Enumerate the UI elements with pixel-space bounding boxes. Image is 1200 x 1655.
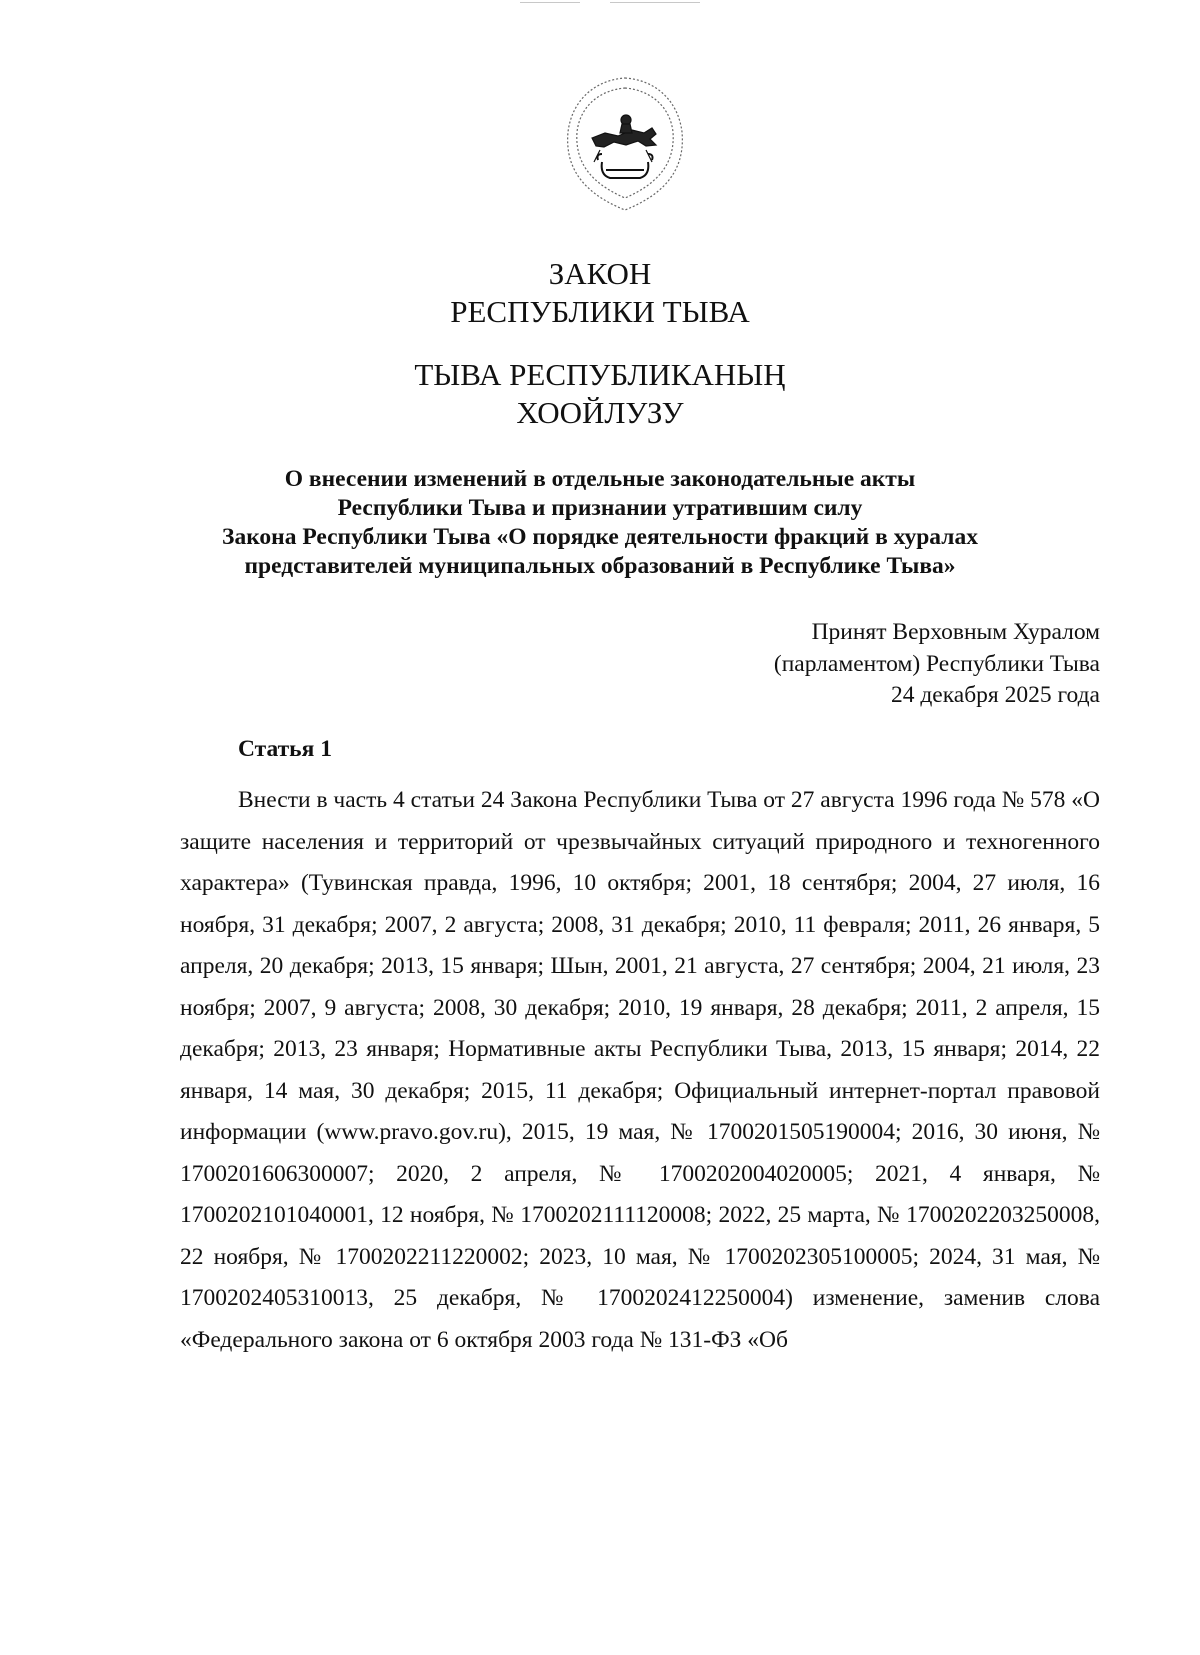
law-title-tuvan	[0, 356, 1200, 432]
adoption-line: (парламентом) Республики Тыва	[773, 650, 1100, 677]
law-heading-line: представителей муниципальных образований в Республике Тыва»	[244, 553, 956, 579]
republic-of-tyva-emblem-icon	[560, 70, 690, 220]
scan-artifact	[520, 2, 580, 3]
law-heading-line: Закона Республики Тыва «О порядке деятельности фракций в хуралах	[222, 524, 978, 550]
law-title-line: РЕСПУБЛИКИ ТЫВА	[450, 294, 750, 329]
scan-artifact	[610, 2, 700, 3]
law-title-line: ХООЙЛУЗУ	[516, 395, 684, 430]
law-title-russian	[0, 255, 1200, 331]
law-heading-line: Республики Тыва и признании утратившим силу	[337, 495, 863, 521]
adoption-date: 24 декабря 2025 года	[890, 682, 1100, 708]
article-title: Статья 1	[238, 736, 332, 762]
adoption-note	[600, 617, 1100, 712]
law-heading	[140, 465, 1060, 581]
law-title-line: ЗАКОН	[548, 256, 652, 291]
article-body-paragraph: Внести в часть 4 статьи 24 Закона Республики Тыва от 27 августа 1996 года № 578 «О защите населения и территорий от чрезвычайных ситуаций природного и техногенного характера» (Тувинская правда, 1996, 10 октября; 2001, 18 сентября; 2004, 27 июля, 16 ноября, 31 декабря; 2007, 2 августа; 2008, 31 декабря; 2010, 11 февраля; 2011, 26 января, 5 апреля, 20 декабря; 2013, 15 января; Шын, 2001, 21 августа, 27 сентября; 2004, 21 июля, 23 ноября; 2007, 9 августа; 2008, 30 декабря; 2010, 19 января, 28 декабря; 2011, 2 апреля, 15 декабря; 2013, 23 января; Нормативные акты Республики Тыва, 2013, 15 января; 2014, 22 января, 14 мая, 30 декабря; 2015, 11 декабря; Официальный интернет-портал правовой информации (www.pravo.gov.ru), 2015, 19 мая, № 1700201505190004; 2016, 30 июня, № 1700201606300007; 2020, 2 апреля, № 1700202004020005; 2021, 4 января, № 1700202101040001, 12 ноября, № 1700202111120008; 2022, 25 марта, № 1700202203250008, 22 ноября, № 1700202211220002; 2023, 10 мая, № 1700202305100005; 2024, 31 мая, № 1700202405310013, 25 декабря, № 1700202412250004) изменение, заменив слова «Федерального закона от 6 октября 2003 года № 131-ФЗ «Об	[180, 787, 1100, 1353]
law-heading-line: О внесении изменений в отдельные законодательные акты	[284, 466, 916, 492]
adoption-line: Принят Верховным Хуралом	[811, 619, 1100, 645]
law-title-line: ТЫВА РЕСПУБЛИКАНЫҢ	[414, 357, 786, 392]
